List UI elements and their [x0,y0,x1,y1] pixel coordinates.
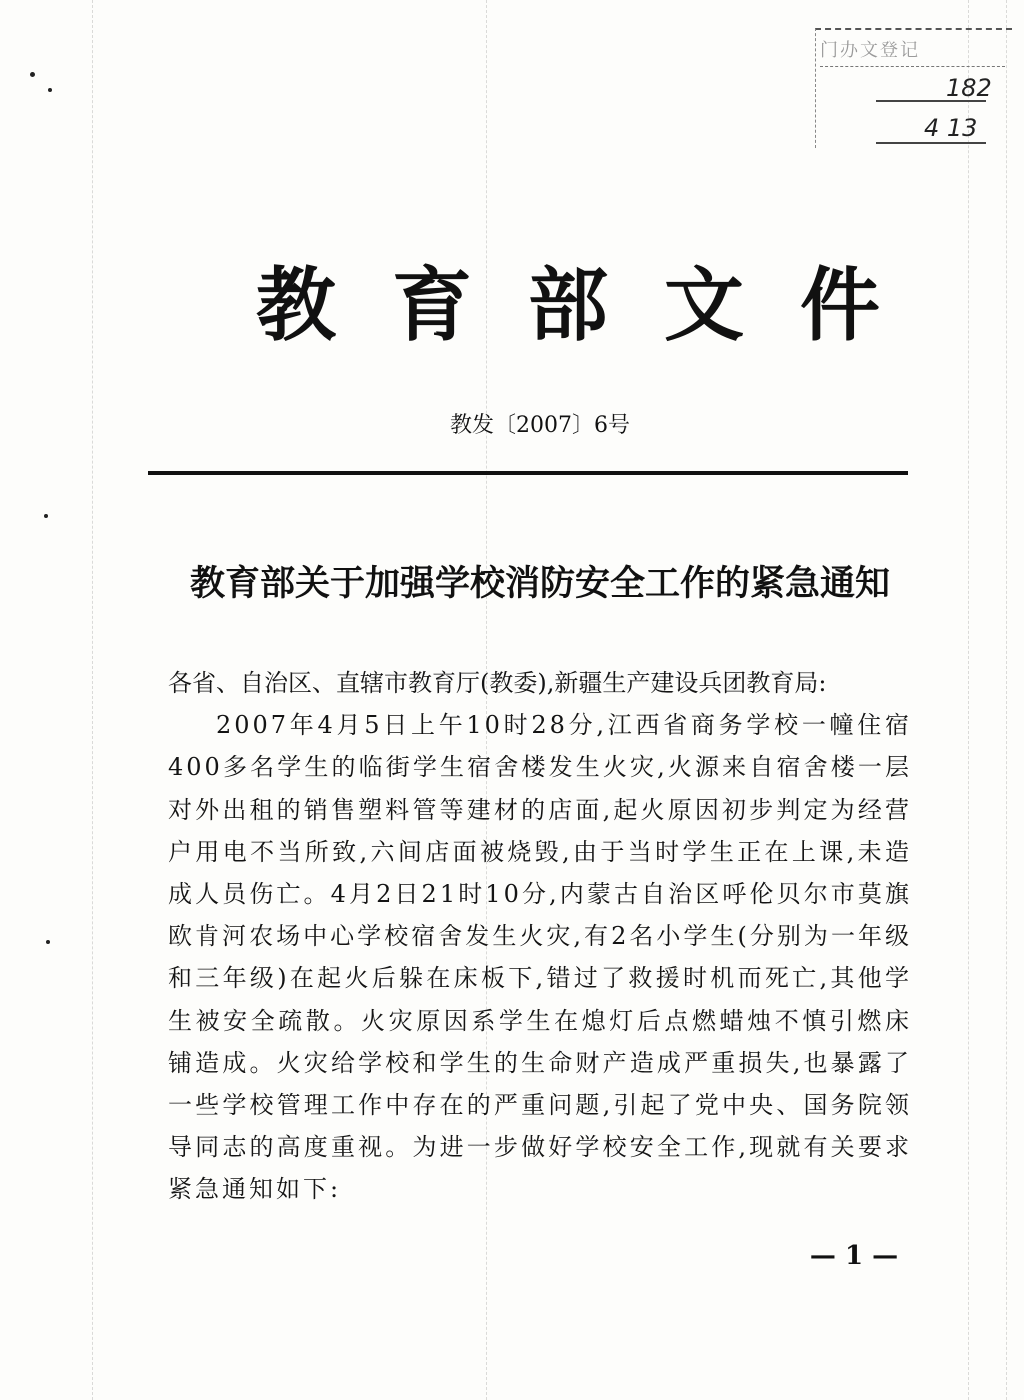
stamp-divider [876,142,986,144]
notice-title: 教育部关于加强学校消防安全工作的紧急通知 [189,564,890,604]
document-number: 教发〔2007〕6号 [450,413,630,438]
scan-streak [968,0,969,1400]
stamp-header: 门办文登记 [820,36,1005,67]
archive-stamp [815,28,1012,148]
scan-speck [44,514,48,518]
stamp-number-1: 182 [946,74,992,102]
salutation: 各省、自治区、直辖市教育厅(教委),新疆生产建设兵团教育局: [168,669,827,697]
body-paragraph: 2007年4月5日上午10时28分,江西省商务学校一幢住宿400多名学生的临街学生宿舍楼发生火灾,火源来自宿舍楼一层对外出租的销售塑料管等建材的店面,起火原因初步判定为经营户用电不当所致,六间店面被烧毁,由于当时学生正在上课,未造成人员伤亡。4月2日21时10分,内蒙古自治区呼伦贝尔市莫旗欧肯河农场中心学校宿舍发生火灾,有2名小学生(分别为一年级和三年级)在起火后躲在床板下,错过了救援时机而死亡,其他学生被安全疏散。火灾原因系学生在熄灯后点燃蜡烛不慎引燃床铺造成。火灾给学校和学生的生命财产造成严重损失,也暴露了一些学校管理工作中存在的严重问题,引起了党中央、国务院领导同志的高度重视。为进一步做好学校安全工作,现就有关要求紧急通知如下: [168,711,912,1204]
scan-speck [46,940,50,944]
scan-streak [92,0,93,1400]
stamp-number-2: 4 13 [924,114,978,142]
scan-speck [48,88,52,92]
scan-streak [1006,0,1007,1400]
issuer-header: 教育部文件 [256,259,936,352]
body-text [168,662,912,1211]
scan-speck [30,72,35,77]
page-number: — 1 — [809,1241,899,1271]
header-rule [148,471,908,475]
